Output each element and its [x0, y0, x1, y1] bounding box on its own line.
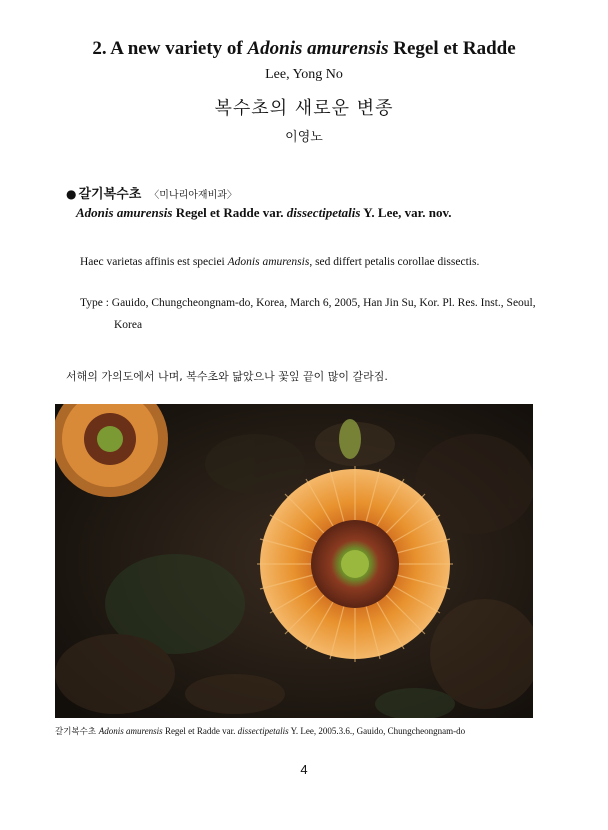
scientific-name: Adonis amurensis Regel et Radde var. dissectipetalis Y. Lee, var. nov. [76, 205, 452, 220]
latin-diagnosis: Haec varietas affinis est speciei Adonis amurensis, sed differt petalis corollae dissectis. [80, 256, 480, 268]
paper-title: 2. A new variety of Adonis amurensis Regel et Radde [92, 38, 516, 59]
family-name: 〈미나리아재비과〉 [149, 190, 237, 201]
author-english: Lee, Yong No [265, 67, 343, 82]
species-heading [66, 183, 237, 202]
bullet-icon: ● [66, 187, 77, 201]
flower-photo [55, 404, 533, 718]
paper-title-korean: 복수초의 새로운 변종 [214, 98, 394, 119]
author-korean: 이영노 [285, 130, 323, 145]
type-specimen: Type : Gauido, Chungcheongnam-do, Korea, March 6, 2005, Han Jin Su, Kor. Pl. Res. Inst., Seoul, Korea [80, 297, 536, 331]
species-korean-name: 갈기복수초 [78, 187, 142, 202]
photo-caption: 갈기복수초 Adonis amurensis Regel et Radde var. dissectipetalis Y. Lee, 2005.3.6., Gauido, Chungcheongnam-do [55, 726, 466, 737]
korean-note: 서해의 가의도에서 나며, 복수초와 닮았으나 꽃잎 끝이 많이 갈라짐. [66, 370, 388, 383]
page-number: 4 [300, 762, 308, 777]
